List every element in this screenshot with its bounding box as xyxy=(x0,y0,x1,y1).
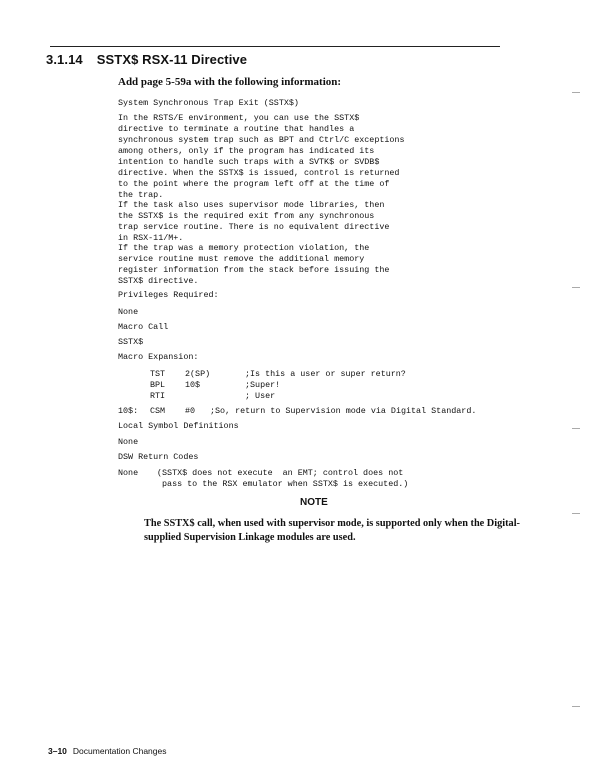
paragraph-environment: In the RSTS/E environment, you can use the SSTX$ directive to terminate a routine that handles a synchronous system trap such as BPT and Ctrl/C exceptions among others, only if the program has indicated its intention to handle such traps with a SVTK$ or SVDB$ directive. When the SSTX$ is issued, control is returned to the point where the program left off at the time of the trap. xyxy=(118,113,405,200)
code-op: BPL xyxy=(150,380,166,390)
code-arg: #0 xyxy=(185,406,196,416)
page-footer xyxy=(48,746,166,756)
code-comment: ;Is this a user or super return? xyxy=(245,369,406,379)
footer-title: Documentation Changes xyxy=(72,746,167,756)
privileges-value: None xyxy=(118,307,139,317)
intro-instruction: Add page 5-59a with the following information: xyxy=(118,76,342,88)
dsw-label: DSW Return Codes xyxy=(118,452,199,462)
macro-call-label: Macro Call xyxy=(118,322,169,332)
code-arg: 2(SP) xyxy=(185,369,211,379)
note-heading: NOTE xyxy=(300,497,328,508)
macro-call-value: SSTX$ xyxy=(118,337,144,347)
code-op: TST xyxy=(150,369,166,379)
code-op: CSM xyxy=(150,406,166,416)
page-number: 3–10 xyxy=(48,746,67,756)
section-heading xyxy=(46,52,247,67)
code-comment: ; User xyxy=(245,391,276,401)
section-number: 3.1.14 xyxy=(46,52,83,67)
margin-mark xyxy=(572,92,580,93)
top-rule xyxy=(50,46,500,47)
dsw-code: None xyxy=(118,468,139,478)
local-symbols-label: Local Symbol Definitions xyxy=(118,421,239,431)
note-body: The SSTX$ call, when used with supervisor mode, is supported only when the Digital-supplied Supervision Linkage modules are used. xyxy=(144,518,520,543)
code-label: 10$: xyxy=(118,406,139,416)
directive-name: System Synchronous Trap Exit (SSTX$) xyxy=(118,98,299,108)
code-comment: ;So, return to Supervision mode via Digital Standard. xyxy=(210,406,477,416)
privileges-label: Privileges Required: xyxy=(118,290,219,300)
dsw-description: (SSTX$ does not execute an EMT; control does not pass to the RSX emulator when SSTX$ is executed.) xyxy=(157,468,409,489)
local-symbols-value: None xyxy=(118,437,139,447)
code-arg: 10$ xyxy=(185,380,201,390)
margin-mark xyxy=(572,428,580,429)
paragraph-supervisor: If the task also uses supervisor mode libraries, then the SSTX$ is the required exit from any synchronous trap service routine. There is no equivalent directive in RSX-11/M+. xyxy=(118,200,390,243)
section-title: SSTX$ RSX-11 Directive xyxy=(96,52,248,67)
margin-mark xyxy=(572,706,580,707)
margin-mark xyxy=(572,287,580,288)
margin-mark xyxy=(572,513,580,514)
code-comment: ;Super! xyxy=(245,380,281,390)
code-op: RTI xyxy=(150,391,166,401)
paragraph-memory-violation: If the trap was a memory protection violation, the service routine must remove the additional memory register information from the stack before issuing the SSTX$ directive. xyxy=(118,243,390,286)
macro-expansion-label: Macro Expansion: xyxy=(118,352,199,362)
